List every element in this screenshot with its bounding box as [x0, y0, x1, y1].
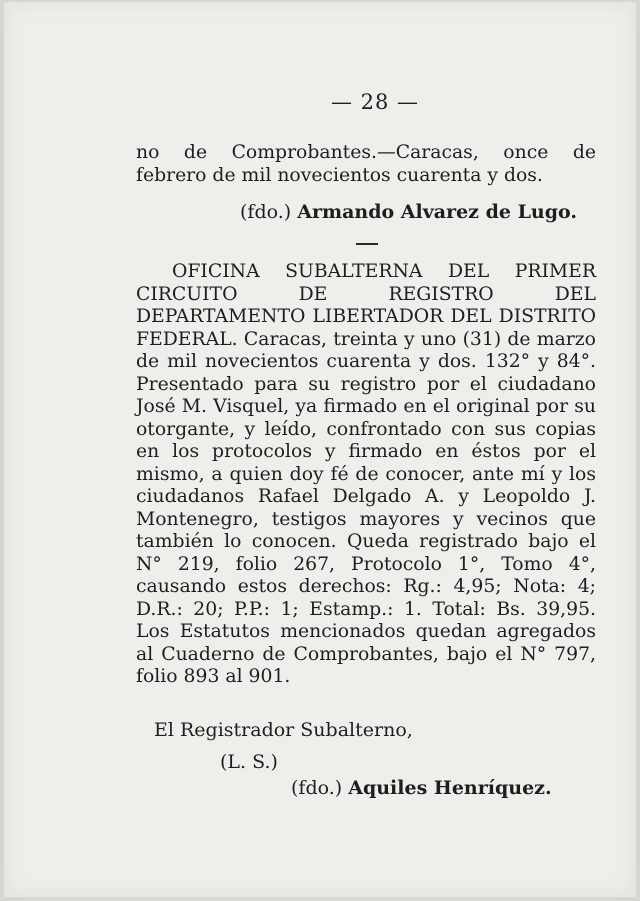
document-page	[4, 2, 636, 897]
signature-1-prefix: (fdo.)	[240, 201, 292, 223]
signature-2-name: Aquiles Henríquez.	[348, 777, 552, 799]
paragraph-2: OFICINA SUBALTERNA DEL PRIMER CIRCUITO DE REGISTRO DEL DEPARTAMENTO LIBERTADOR DEL DISTRITO FEDERAL. Caracas, treinta y uno (31) de marzo de mil novecientos cuarenta y dos. 132° y 84°. Presentado para su registro por el ciudadano José M. Visquel, ya firmado en el original por su otorgante, y leído, confrontado con sus copias en los protocolos y firmado en éstos por el mismo, a quien doy fé de conocer, ante mí y los ciudadanos Rafael Delgado A. y Leopoldo J. Montenegro, testigos mayores y vecinos que también lo conocen. Queda registrado bajo el N° 219, folio 267, Protocolo 1°, Tomo 4°, causando estos derechos: Rg.: 4,95; Nota: 4; D.R.: 20; P.P.: 1; Estamp.: 1. Total: Bs. 39,95. Los Estatutos mencionados quedan agregados al Cuaderno de Comprobantes, bajo el N° 797, folio 893 al 901.	[136, 261, 596, 687]
signature-2-prefix: (fdo.)	[291, 777, 343, 799]
section-separator	[356, 243, 378, 245]
signature-2	[291, 777, 552, 799]
paragraph-1: no de Comprobantes.—Caracas, once de febrero de mil novecientos cuarenta y dos.	[136, 142, 596, 186]
page-number: — 28 —	[330, 90, 420, 114]
signature-1	[240, 201, 577, 223]
seal-notation: (L. S.)	[220, 751, 278, 773]
signature-1-name: Armando Alvarez de Lugo.	[297, 201, 577, 223]
registrar-title: El Registrador Subalterno,	[154, 719, 413, 741]
